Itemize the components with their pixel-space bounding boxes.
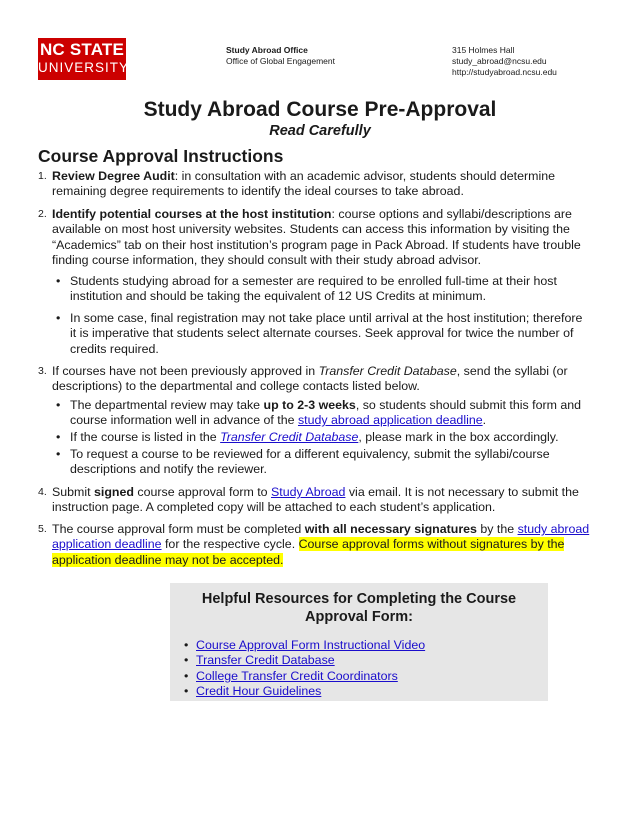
bullet-dot-icon: • [56,274,61,288]
instruction-item-5 [38,522,598,568]
nc-state-logo [38,38,130,80]
instruction-item-4 [38,485,598,516]
resources-box [170,583,548,701]
bullet-dot-icon: • [56,398,61,412]
bullet-dot-icon: • [184,668,189,683]
item-bold: signed [94,485,134,499]
email: study_abroad@ncsu.edu [452,56,547,66]
bullet-dot-icon: • [184,638,189,652]
resources-list [184,638,425,700]
study-abroad-link[interactable]: Study Abroad [271,485,346,499]
application-deadline-link[interactable]: study abroad application deadline [52,522,590,552]
bullet-listed-course [52,430,592,445]
transfer-credit-coordinators-link[interactable]: College Transfer Credit Coordinators [196,668,398,683]
item-bold: Identify potential courses at the host institution [52,207,332,221]
bullet-full-time [52,274,592,305]
instruction-item-2 [38,207,598,269]
instruction-item-3 [38,364,598,395]
item-text: If courses have not been previously approved in [52,364,319,378]
bullet-dot-icon: • [56,311,61,325]
bullet-text: If the course is listed in the [70,430,221,444]
item-text: : course options and syllabi/descriptions are available on most host university websites. Students can access this information by visiting the “Academics” tab on their host institution’s program page in Pack Abroad. If students have trouble finding course information, they should consult with their study abroad advisor. [52,207,581,268]
resource-item [184,653,425,668]
bullet-text-end: , please mark in the box accordingly. [358,430,559,444]
deadline-link[interactable]: study abroad application deadline [297,413,483,428]
office-block [226,45,335,67]
item-number: 4. [38,486,47,498]
bullet-text-mid: , so students should submit this form and course information well in advance of the [70,398,582,428]
credit-hour-guidelines-link[interactable]: Credit Hour Guidelines [196,684,322,699]
item-number: 1. [38,170,47,182]
item-number: 3. [38,365,47,377]
instructional-video-link[interactable]: Course Approval Form Instructional Video [196,638,426,652]
bullet-dot-icon: • [184,684,189,699]
bullet-alternate-courses [52,311,592,357]
bullet-text-end: . [482,413,487,428]
bullet-text: Students studying abroad for a semester are required to be enrolled full-time at their host institution and should be taking the equivalent of 12 US Credits at minimum. [70,274,557,304]
resource-item [184,638,425,653]
logo-line-1: NC STATE [39,40,125,59]
item-bold: Review Degree Audit [52,169,175,183]
item-text-end: , send the syllabi (or descriptions) to the departmental and college contacts listed below. [52,364,568,394]
office-name: Study Abroad Office [226,45,308,55]
bullet-text: In some case, final registration may not take place until arrival at the host institution; therefore it is imperative that students select alternate courses. Seek approval for twice the number of credits required. [70,311,583,356]
bullet-text: To request a course to be reviewed for a different equivalency, submit the syllabi/course descriptions and notify the reviewer. [70,447,550,477]
item-italic: Transfer Credit Database [318,364,457,378]
resource-item [184,669,425,684]
page-title: Study Abroad Course Pre-Approval [143,98,497,121]
item-text-mid: course approval form to [133,485,272,499]
bullet-review-time [52,398,592,429]
item-text: The course approval form must be completed [52,522,305,536]
address: 315 Holmes Hall [452,45,515,55]
transfer-credit-database-resource-link[interactable]: Transfer Credit Database [196,653,335,668]
office-sub: Office of Global Engagement [226,56,335,66]
item-text-mid: by the [476,522,518,536]
section-heading: Course Approval Instructions [38,146,284,166]
page-subtitle: Read Carefully [269,123,371,139]
bullet-dot-icon: • [56,447,61,461]
resource-item [184,684,425,699]
item-number: 2. [38,208,47,220]
highlighted-warning: Course approval forms without signatures by the application deadline may not be accepted. [52,537,565,567]
item-bold: with all necessary signatures [304,522,477,536]
item-text-end: for the respective cycle. [161,537,299,552]
bullet-text: The departmental review may take [70,398,264,412]
bullet-dot-icon: • [184,653,189,668]
contact-block [452,45,557,78]
item-text-end: via email. It is not necessary to submit the instruction page. A completed copy will be attached to each student’s application. [52,485,579,515]
item-text: : in consultation with an academic advisor, students should determine remaining degree requirements to identify the ideal courses to take abroad. [52,169,555,199]
bullet-different-equivalency [52,447,592,478]
resources-title: Helpful Resources for Completing the Course Approval Form: [201,591,517,625]
transfer-credit-database-link[interactable]: Transfer Credit Database [220,430,359,444]
bullet-dot-icon: • [56,430,61,444]
instruction-item-1 [38,169,598,200]
item-text: Submit [52,485,95,499]
website: http://studyabroad.ncsu.edu [452,67,557,77]
logo-line-2: UNIVERSITY [38,60,130,75]
item-number: 5. [38,523,47,535]
bullet-bold: up to 2-3 weeks [263,398,356,412]
